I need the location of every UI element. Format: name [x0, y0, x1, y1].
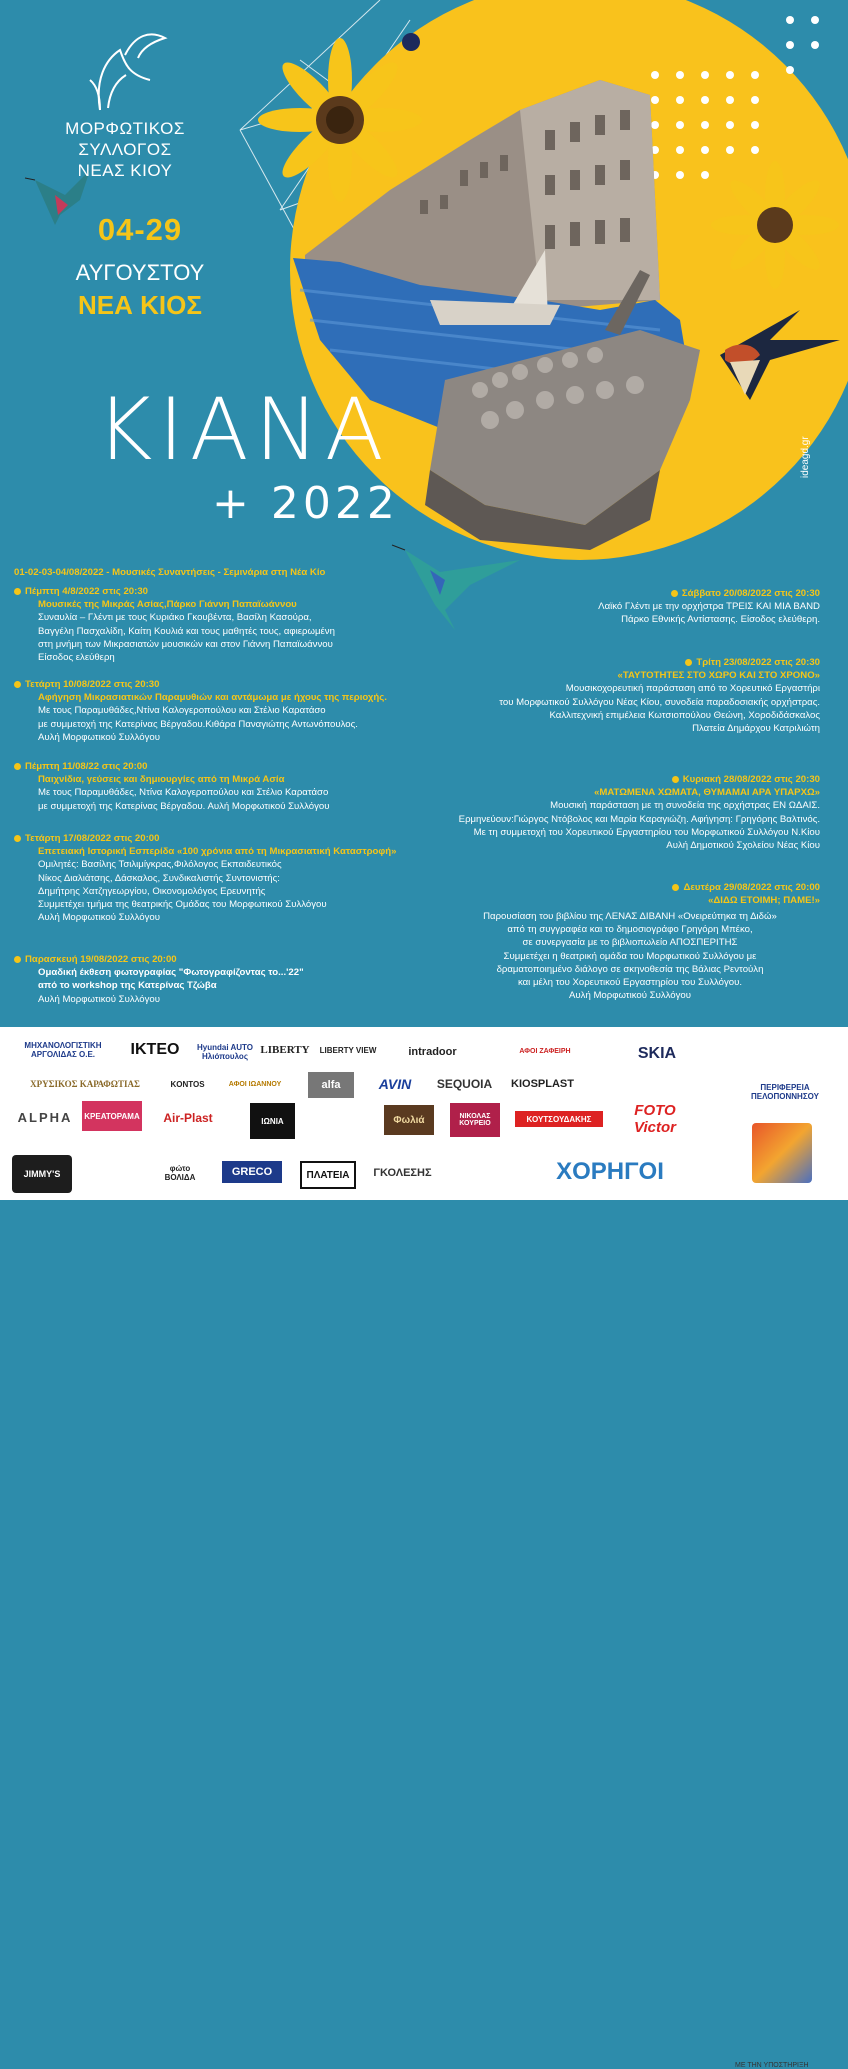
bullet-icon — [14, 835, 21, 842]
sponsor-logo: ΙΚΤΕΟ — [130, 1041, 180, 1058]
sponsor-logo: ΑΦΟΙ ΖΑΦΕΙΡΗ — [519, 1047, 571, 1055]
event-title: Μουσικές της Μικράς Ασίας,Πάρκο Γιάννη Παπαϊωάννου — [38, 599, 297, 611]
bullet-icon — [14, 763, 21, 770]
org-line-1: ΜΟΡΦΩΤΙΚΟΣ ΣΥΛΛΟΓΟΣ — [65, 119, 185, 159]
festival-dates: 04-29 — [97, 212, 183, 247]
sponsors-panel — [0, 1027, 848, 2069]
event-detail: με συμμετοχή της Κατερίνας Βέργαδου.Κιθάρα Παναγιώτης Αντωνόπουλος. — [38, 718, 358, 730]
sponsor-logo: ΙΩΝΙΑ — [250, 1103, 295, 1139]
event-detail: και μέλη του Χορευτικού Εργαστηρίου του Συλλόγου. — [517, 977, 743, 989]
event-detail: Αυλή Μορφωτικού Συλλόγου — [569, 990, 691, 1002]
bullet-icon — [685, 659, 692, 666]
sponsor-logo: SEQUOIA — [436, 1077, 493, 1091]
bullet-icon — [14, 588, 21, 595]
event-detail: Δημήτρης Χατζηγεωργίου, Οικονομολόγος Ερευνητής — [38, 885, 266, 897]
event-date: Σάββατο 20/08/2022 στις 20:30 — [681, 588, 820, 599]
sponsor-logo: Hyundai AUTO Ηλιόπουλος — [196, 1043, 253, 1061]
event-detail: Βαγγέλη Πασχαλίδη, Καίτη Κουλιά και τους μαθητές τους, αφιερωμένη — [38, 625, 335, 637]
event-detail: σε συνεργασία με το βιβλιοπωλείο ΑΠΟΣΠΕΡΙΤΗΣ — [522, 937, 738, 949]
event-title: «ΤΑΥΤΟΤΗΤΕΣ ΣΤΟ ΧΩΡΟ ΚΑΙ ΣΤΟ ΧΡΟΝΟ» — [617, 670, 820, 682]
event-date: Τετάρτη 17/08/2022 στις 20:00 — [25, 833, 160, 844]
event-detail: Λαϊκό Γλέντι με την ορχήστρα ΤΡΕΙΣ ΚΑΙ ΜΙΑ BAND — [598, 601, 820, 613]
org-line-2: ΝΕΑΣ ΚΙΟΥ — [77, 161, 173, 180]
sponsor-logo: LIBERTY VIEW — [319, 1045, 377, 1055]
event-detail: Μουσική παράσταση με τη συνοδεία της ορχήστρας ΕΝ ΩΔΑΙΣ. — [550, 800, 820, 812]
event-detail: με συμμετοχή της Κατερίνας Βέργαδου. Αυλή Μορφωτικού Συλλόγου — [38, 800, 330, 812]
event-detail: Μουσικοχορευτική παράσταση από το Χορευτικό Εργαστήρι — [565, 683, 820, 695]
sponsor-logo: ΓΚΟΛΕΣΗΣ — [373, 1167, 432, 1179]
festival-place: ΝΕΑ ΚΙΟΣ — [78, 290, 202, 320]
event-date: Τετάρτη 10/08/2022 στις 20:30 — [25, 679, 160, 690]
event-title: «ΜΑΤΩΜΕΝΑ ΧΩΜΑΤΑ, ΘΥΜΑΜΑΙ ΑΡΑ ΥΠΑΡΧΩ» — [594, 787, 820, 799]
event-detail: Ομαδική έκθεση φωτογραφίας "Φωτογραφίζοντας το...'22" — [38, 967, 304, 979]
bullet-icon — [671, 590, 678, 597]
event-date: Παρασκευή 19/08/2022 στις 20:00 — [25, 954, 177, 965]
sponsor-logo: ΠΛΑΤΕΙΑ — [300, 1161, 356, 1189]
event-date: Τρίτη 23/08/2022 στις 20:30 — [696, 657, 820, 668]
event-title: Αφήγηση Μικρασιατικών Παραμυθιών και αντάμωμα με ήχους της περιοχής. — [38, 692, 387, 704]
sponsor-logo: Φωλιά — [384, 1105, 434, 1135]
event-detail: Αυλή Μορφωτικού Συλλόγου — [38, 993, 160, 1005]
event-detail: Παρουσίαση του βιβλίου της ΛΕΝΑΣ ΔΙΒΑΝΗ «Ονειρεύτηκα τη Διδώ» — [483, 911, 777, 922]
event-aug-23 — [400, 656, 820, 735]
bullet-icon — [14, 681, 21, 688]
sponsor-logo: intradoor — [408, 1046, 457, 1058]
sponsor-logo: ALPHA — [17, 1109, 73, 1125]
event-detail: Συναυλία – Γλέντι με τους Κυριάκο Γκουβέντα, Βασίλη Κασούρα, — [38, 612, 312, 624]
event-detail: Καλλιτεχνική επιμέλεια Κωτσιοπούλου Θεώνη, Χοροδιδάσκαλος — [549, 709, 820, 721]
sponsors-heading: ΧΟΡΗΓΟΙ — [556, 1158, 664, 1185]
sponsor-logo: ΧΡΥΣΙΚΟΣ ΚΑΡΑΦΩΤΙΑΣ — [30, 1079, 140, 1089]
event-aug-10 — [14, 678, 454, 744]
festival-year: + 2022 — [212, 478, 399, 529]
event-detail: Αυλή Μορφωτικού Συλλόγου — [38, 912, 160, 924]
sponsor-logo: AVIN — [378, 1076, 412, 1092]
support-label: ΜΕ ΤΗΝ ΥΠΟΣΤΗΡΙΞΗ — [735, 2062, 809, 2069]
event-date: Δευτέρα 29/08/2022 στις 20:00 — [683, 882, 820, 893]
event-title: Επετειακή Ιστορική Εσπερίδα «100 χρόνια από τη Μικρασιατική Καταστροφή» — [38, 846, 397, 858]
event-detail: Πλατεία Δημάρχου Κατριλιώτη — [692, 723, 820, 735]
event-detail: Με τη συμμετοχή του Χορευτικού Εργαστηρίου του Μορφωτικού Συλλόγου Ν.Κίου — [473, 826, 820, 838]
event-aug-28 — [380, 773, 820, 852]
intro-line — [14, 566, 454, 579]
event-detail: Είσοδος ελεύθερη — [38, 652, 115, 664]
event-detail: Πάρκο Εθνικής Αντίστασης. Είσοδος ελεύθερη. — [621, 614, 820, 626]
event-detail: Συμμετέχει η θεατρική ομάδα του Μορφωτικού Συλλόγου με — [503, 950, 757, 962]
design-credit: ideagd.gr — [800, 436, 811, 478]
sponsor-logo: FOTO Victor — [634, 1102, 676, 1136]
event-aug-29-details — [420, 910, 840, 1002]
festival-month: ΑΥΓΟΥΣΤΟΥ — [75, 260, 205, 285]
event-detail: από τη συγγραφέα και το δημοσιογράφο Γρηγόρη Μπέκο, — [507, 924, 753, 936]
sponsor-logo: SKIA — [637, 1045, 677, 1062]
bullet-icon — [672, 776, 679, 783]
municipality-logo-icon — [752, 1123, 812, 1183]
sponsor-logo: KONTOS — [170, 1079, 205, 1089]
event-aug-20 — [420, 587, 820, 627]
event-aug-19 — [14, 953, 454, 1006]
sponsor-logo: ΜΗΧΑΝΟΛΟΓΙΣΤΙΚΗ ΑΡΓΟΛΙΔΑΣ Ο.Ε. — [24, 1041, 102, 1059]
sponsor-logo: alfa — [308, 1072, 354, 1098]
sponsor-logo: ΚΟΥΤΣΟΥΔΑΚΗΣ — [515, 1111, 603, 1127]
event-date: Πέμπτη 11/08/22 στις 20:00 — [25, 761, 148, 772]
event-title: «ΔΙΔΩ ΕΤΟΙΜΗ; ΠΑΜΕ!» — [708, 895, 820, 907]
event-detail: Νίκος Διαλιάτσης, Δάσκαλος, Συνδικαλιστής Συντονιστής: — [38, 872, 280, 884]
navy-dot — [402, 33, 420, 51]
event-aug-4 — [14, 585, 454, 664]
event-detail: στη μνήμη των Μικρασιατών μουσικών και στον Γιάννη Παπαϊωάννου — [38, 638, 333, 650]
dove-logo-icon — [90, 34, 165, 110]
event-detail: Ομιλητές: Βασίλης Τσιλιμίγκρας,Φιλόλογος Εκπαιδευτικός — [38, 859, 282, 871]
event-detail: Αυλή Δημοτικού Σχολείου Νέας Κίου — [666, 840, 820, 852]
festival-title: ΚΙΑΝΑ — [96, 380, 390, 480]
bullet-icon — [672, 884, 679, 891]
sponsor-logo: GRECO — [222, 1161, 282, 1183]
event-detail: Αυλή Μορφωτικού Συλλόγου — [38, 731, 160, 743]
event-detail: δραματοποιημένο διάλογο σε σκηνοθεσία της Βάλιας Ρεντούλη — [496, 963, 764, 975]
event-detail: Με τους Παραμυθάδες, Ντίνα Καλογεροπούλου και Στέλιο Καρατάσο — [38, 787, 329, 799]
event-title: Παιχνίδια, γεύσεις και δημιουργίες από τη Μικρά Ασία — [38, 774, 285, 786]
event-detail: Με τους Παραμυθάδες,Ντίνα Καλογεροπούλου και Στέλιο Καρατάσο — [38, 705, 326, 717]
sponsor-logo: LIBERTY — [260, 1044, 310, 1056]
event-aug-29 — [470, 881, 820, 907]
intro-text: 01-02-03-04/08/2022 - Μουσικές Συναντήσεις - Σεμινάρια στη Νέα Κίο — [14, 567, 326, 578]
event-detail: του Μορφωτικού Συλλόγου Νέας Κίου, συνοδεία παραδοσιακής ορχήστρας. — [499, 696, 820, 708]
bullet-icon — [14, 956, 21, 963]
sponsor-logo: KIOSPLAST — [511, 1078, 574, 1090]
sponsor-logo: ΚΡΕΑΤΟΡΑΜΑ — [82, 1101, 142, 1131]
event-date: Πέμπτη 4/8/2022 στις 20:30 — [25, 586, 148, 597]
event-detail: Συμμετέχει τμήμα της θεατρικής Ομάδας του Μορφωτικού Συλλόγου — [38, 899, 327, 911]
sponsor-logo: Air-Plast — [163, 1111, 213, 1125]
organization-name — [30, 118, 220, 181]
event-detail: από το workshop της Κατερίνας Τζώβα — [38, 980, 217, 992]
event-date: Κυριακή 28/08/2022 στις 20:30 — [682, 774, 820, 785]
sponsor-logo: ΑΦΟΙ ΙΩΑΝΝΟΥ — [228, 1080, 282, 1088]
sponsor-logo: φώτο ΒΟΛΙΔΑ — [164, 1164, 196, 1182]
event-detail: Ερμηνεύουν:Γιώργος Ντόβολος και Μαρία Καραγιώζη. Αφήγηση: Γρηγόρης Βαλτινός. — [458, 813, 820, 825]
region-logo: ΠΕΡΙΦΕΡΕΙΑ ΠΕΛΟΠΟΝΝΗΣΟΥ — [751, 1083, 819, 1101]
sponsor-logo: ΝΙΚΟΛΑΣ ΚΟΥΡΕΙΟ — [450, 1103, 500, 1137]
sponsor-logo: JIMMY'S — [12, 1155, 72, 1193]
